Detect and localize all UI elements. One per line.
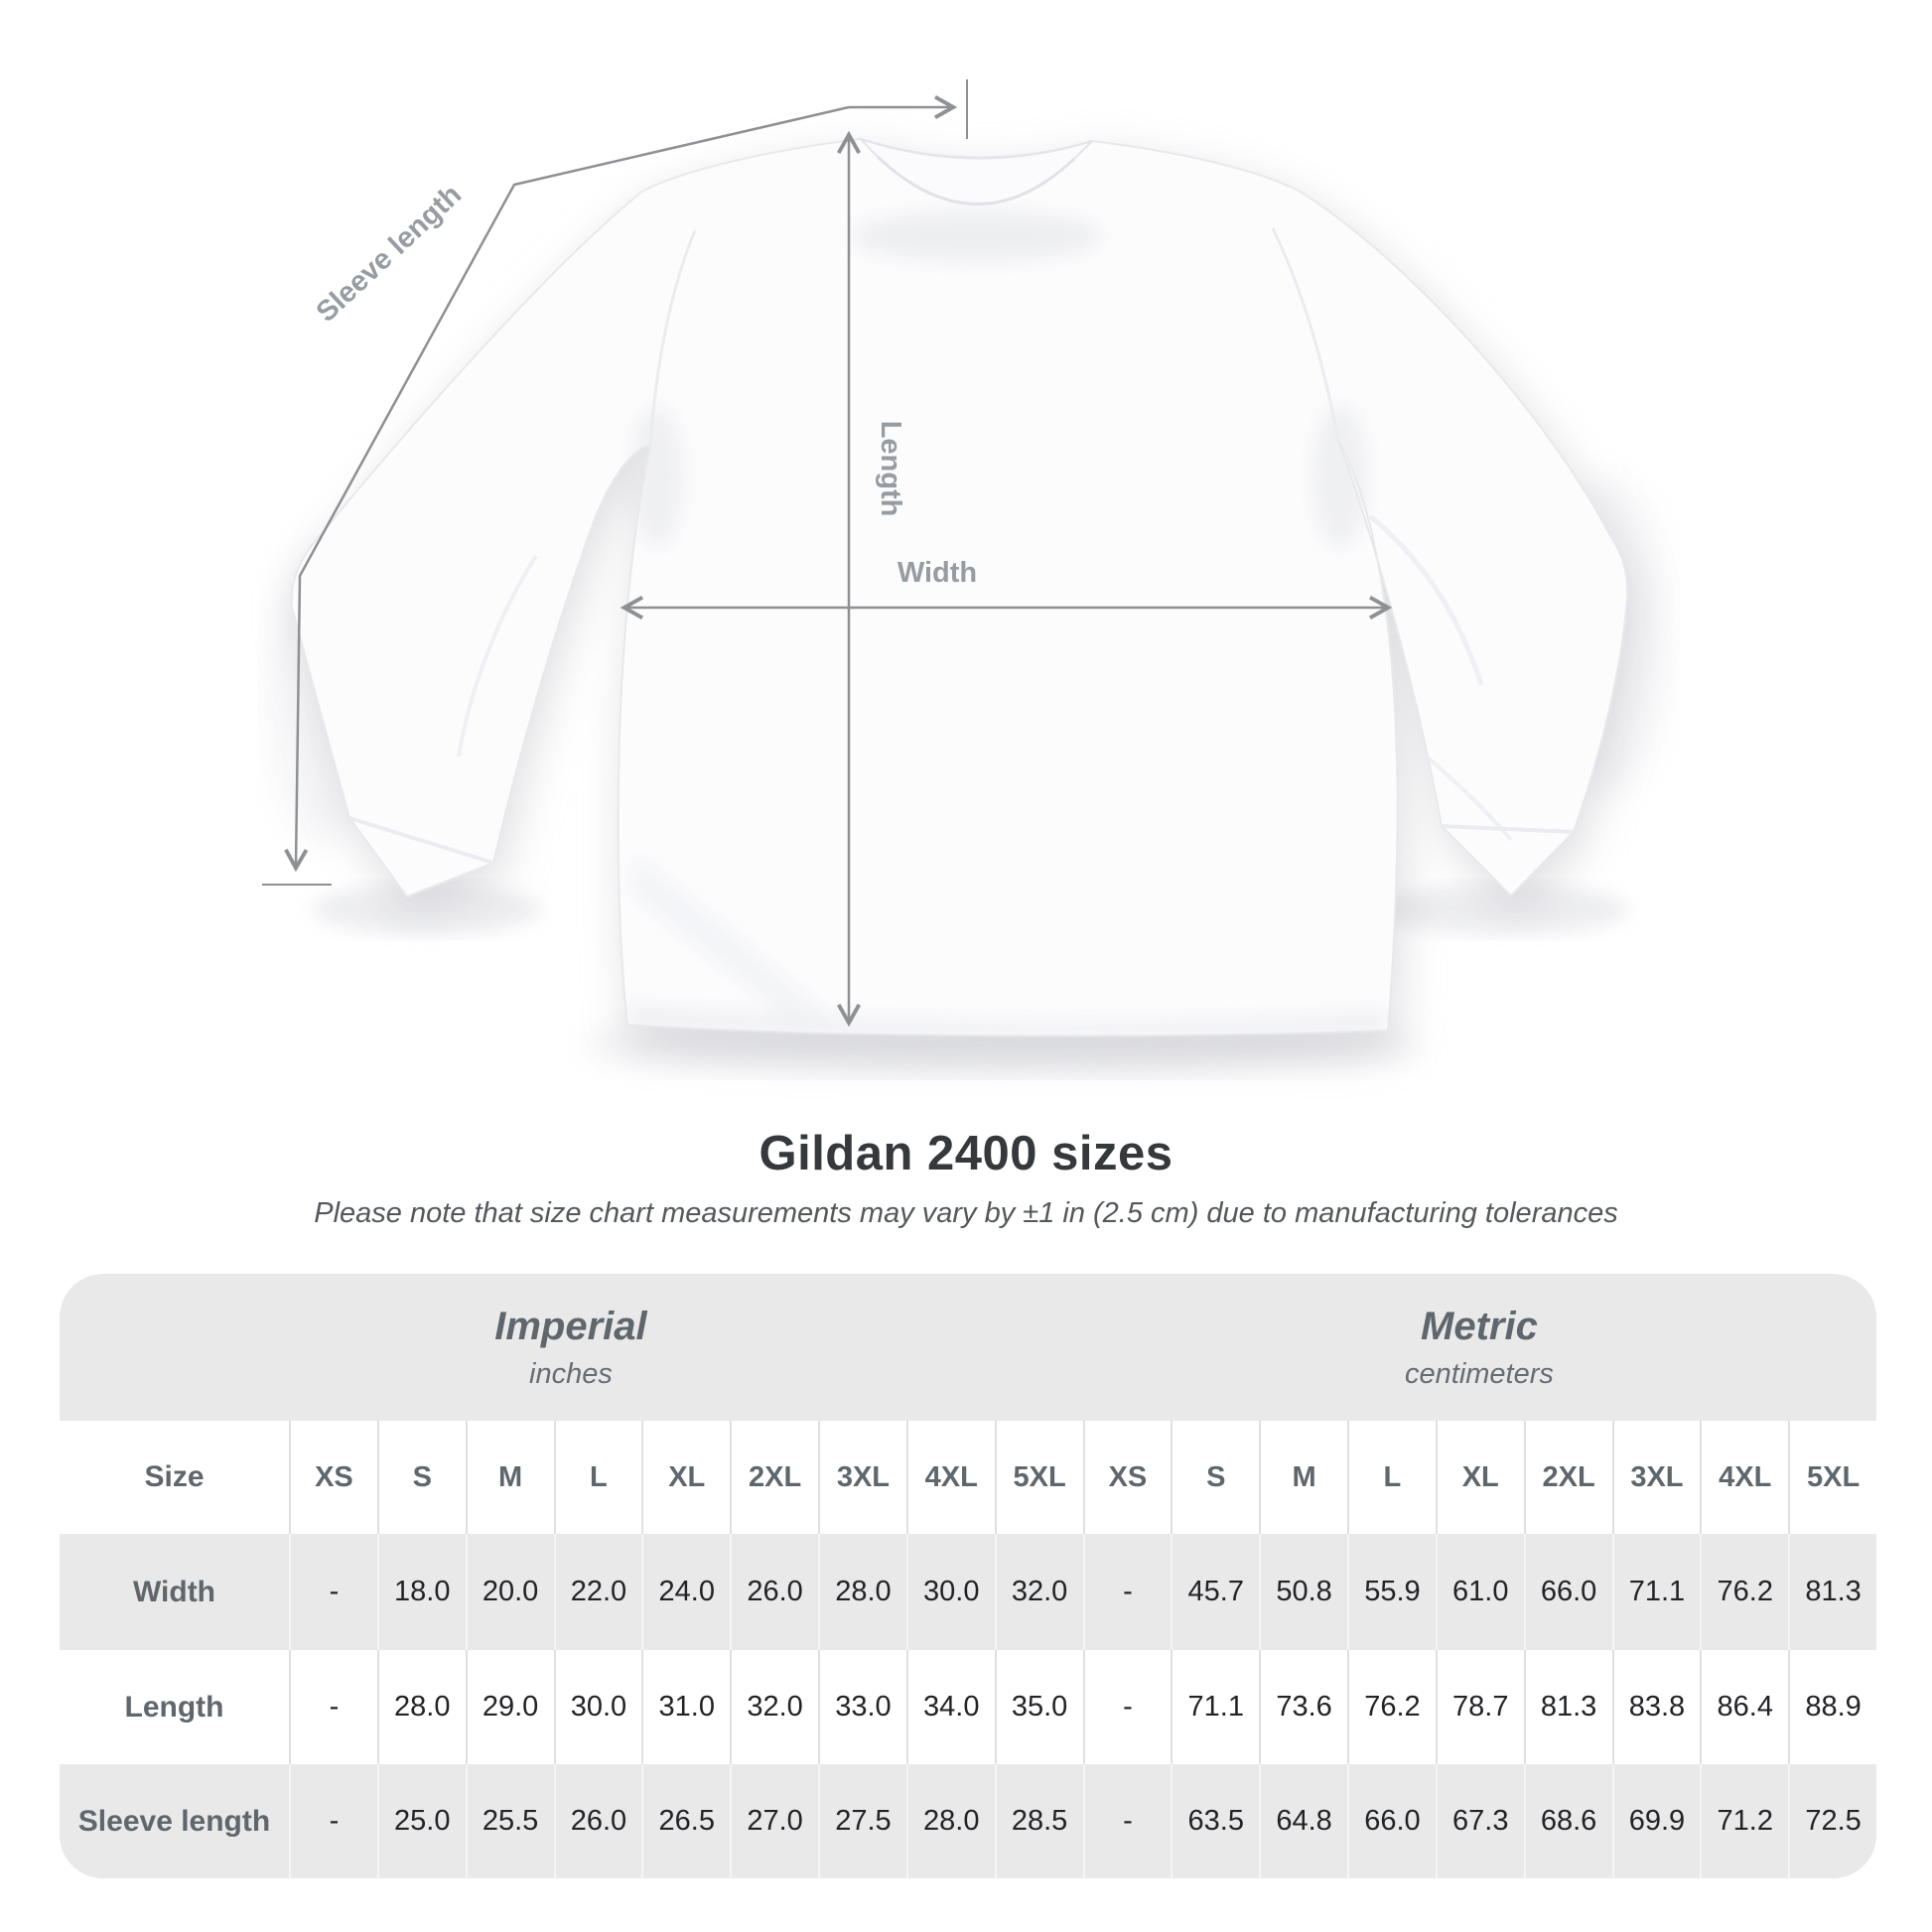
metric-size-header: S	[1171, 1421, 1259, 1534]
page-title: Gildan 2400 sizes	[759, 1127, 1173, 1180]
imperial-value-cell: -	[289, 1650, 377, 1764]
metric-label: Metric	[1421, 1304, 1538, 1348]
size-table	[60, 1421, 1876, 1878]
metric-value-cell: 66.0	[1347, 1764, 1436, 1878]
metric-value-cell: 63.5	[1171, 1764, 1259, 1878]
imperial-size-header: 5XL	[995, 1421, 1083, 1534]
imperial-value-cell: -	[289, 1764, 377, 1878]
metric-value-cell: 86.4	[1700, 1650, 1788, 1764]
metric-size-header: 4XL	[1700, 1421, 1788, 1534]
metric-value-cell: 76.2	[1347, 1650, 1436, 1764]
metric-value-cell: 55.9	[1347, 1534, 1436, 1650]
metric-value-cell: 66.0	[1524, 1534, 1612, 1650]
imperial-size-header: 2XL	[730, 1421, 818, 1534]
metric-value-cell: -	[1083, 1534, 1172, 1650]
imperial-value-cell: 27.0	[730, 1764, 818, 1878]
row-label: Length	[124, 1690, 224, 1724]
table-row	[60, 1534, 1876, 1650]
imperial-value-cell: 30.0	[906, 1534, 995, 1650]
imperial-size-header: 4XL	[906, 1421, 995, 1534]
imperial-size-header: L	[554, 1421, 642, 1534]
metric-size-header: XL	[1436, 1421, 1524, 1534]
unit-group-header	[60, 1274, 1876, 1421]
imperial-value-cell: 33.0	[818, 1650, 906, 1764]
sleeve-length-label: Sleeve length	[310, 178, 469, 329]
page-subtitle: Please note that size chart measurements may vary by ±1 in (2.5 cm) due to manufacturing tolerances	[314, 1197, 1618, 1229]
imperial-value-cell: 35.0	[995, 1650, 1083, 1764]
metric-value-cell: 67.3	[1436, 1764, 1524, 1878]
imperial-value-cell: 28.0	[818, 1534, 906, 1650]
imperial-size-header: S	[377, 1421, 466, 1534]
table-row	[60, 1650, 1876, 1764]
metric-size-header: XS	[1083, 1421, 1172, 1534]
metric-size-header: 3XL	[1612, 1421, 1701, 1534]
table-row	[60, 1764, 1876, 1878]
imperial-value-cell: 26.5	[641, 1764, 730, 1878]
metric-group	[1082, 1274, 1876, 1421]
imperial-value-cell: 26.0	[730, 1534, 818, 1650]
metric-value-cell: 88.9	[1788, 1650, 1876, 1764]
width-label: Width	[897, 557, 978, 589]
imperial-label: Imperial	[494, 1304, 647, 1348]
imperial-value-cell: -	[289, 1534, 377, 1650]
metric-value-cell: 64.8	[1259, 1764, 1347, 1878]
imperial-value-cell: 30.0	[554, 1650, 642, 1764]
imperial-value-cell: 31.0	[641, 1650, 730, 1764]
imperial-size-header: XL	[641, 1421, 730, 1534]
metric-value-cell: 83.8	[1612, 1650, 1701, 1764]
imperial-value-cell: 32.0	[995, 1534, 1083, 1650]
metric-value-cell: -	[1083, 1764, 1172, 1878]
title-block	[0, 1126, 1932, 1230]
row-label: Sleeve length	[77, 1804, 271, 1838]
imperial-size-header: 3XL	[818, 1421, 906, 1534]
metric-value-cell: 71.2	[1700, 1764, 1788, 1878]
metric-value-cell: 76.2	[1700, 1534, 1788, 1650]
metric-size-header: L	[1347, 1421, 1436, 1534]
size-table-card	[60, 1274, 1876, 1878]
metric-value-cell: 81.3	[1788, 1534, 1876, 1650]
metric-value-cell: -	[1083, 1650, 1172, 1764]
metric-value-cell: 81.3	[1524, 1650, 1612, 1764]
imperial-value-cell: 28.5	[995, 1764, 1083, 1878]
imperial-size-header: XS	[289, 1421, 377, 1534]
size-header-row	[60, 1421, 1876, 1534]
metric-value-cell: 68.6	[1524, 1764, 1612, 1878]
imperial-value-cell: 29.0	[466, 1650, 554, 1764]
metric-value-cell: 71.1	[1171, 1650, 1259, 1764]
imperial-value-cell: 26.0	[554, 1764, 642, 1878]
row-label: Width	[132, 1575, 216, 1608]
metric-value-cell: 50.8	[1259, 1534, 1347, 1650]
size-column-header: Size	[144, 1460, 205, 1493]
metric-size-header: M	[1259, 1421, 1347, 1534]
imperial-group	[60, 1274, 1082, 1421]
imperial-sublabel: inches	[529, 1357, 613, 1390]
metric-size-header: 2XL	[1524, 1421, 1612, 1534]
imperial-value-cell: 25.5	[466, 1764, 554, 1878]
metric-sublabel: centimeters	[1405, 1357, 1554, 1390]
metric-value-cell: 71.1	[1612, 1534, 1701, 1650]
length-label: Length	[875, 420, 906, 517]
imperial-value-cell: 25.0	[377, 1764, 466, 1878]
metric-value-cell: 78.7	[1436, 1650, 1524, 1764]
imperial-value-cell: 20.0	[466, 1534, 554, 1650]
metric-value-cell: 72.5	[1788, 1764, 1876, 1878]
metric-value-cell: 61.0	[1436, 1534, 1524, 1650]
imperial-value-cell: 24.0	[641, 1534, 730, 1650]
imperial-value-cell: 34.0	[906, 1650, 995, 1764]
imperial-value-cell: 28.0	[906, 1764, 995, 1878]
imperial-value-cell: 18.0	[377, 1534, 466, 1650]
metric-size-header: 5XL	[1788, 1421, 1876, 1534]
metric-value-cell: 69.9	[1612, 1764, 1701, 1878]
imperial-value-cell: 28.0	[377, 1650, 466, 1764]
imperial-value-cell: 22.0	[554, 1534, 642, 1650]
metric-value-cell: 45.7	[1171, 1534, 1259, 1650]
imperial-value-cell: 32.0	[730, 1650, 818, 1764]
imperial-size-header: M	[466, 1421, 554, 1534]
metric-value-cell: 73.6	[1259, 1650, 1347, 1764]
imperial-value-cell: 27.5	[818, 1764, 906, 1878]
